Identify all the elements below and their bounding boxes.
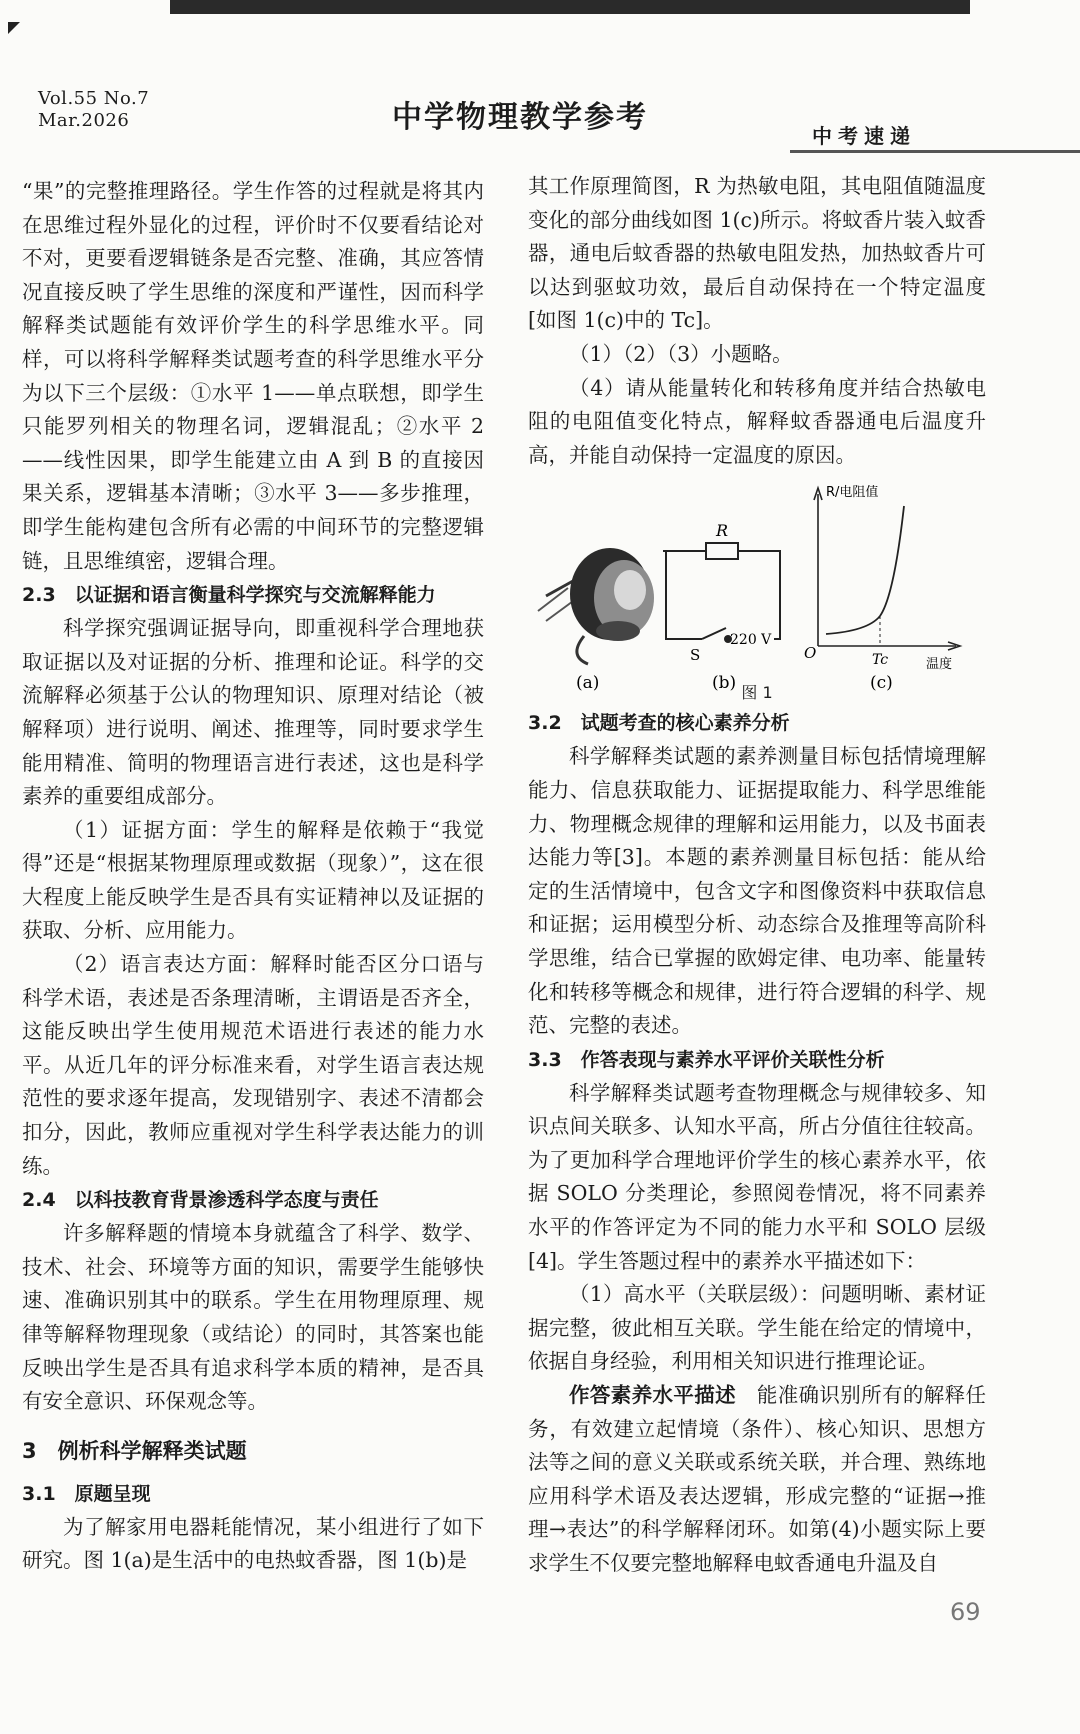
resistance-temperature-graph	[814, 488, 960, 650]
figure-label-a: (a)	[576, 673, 600, 694]
figure-1	[528, 476, 986, 706]
paragraph: 科学探究强调证据导向，即重视科学合理地获取证据以及对证据的分析、推理和论证。科学的交流解释必须基于公认的物理知识、原理对结论（被解释项）进行说明、阐述、推理等，同时要求学生能用精准、简明的物理语言进行表述，这也是科学素养的重要组成部分。	[22, 616, 484, 809]
section-heading: 3.2 试题考查的核心素养分析	[528, 712, 790, 735]
section-heading: 2.3 以证据和语言衡量科学探究与交流解释能力	[22, 584, 436, 607]
section-heading: 2.4 以科技教育背景渗透科学态度与责任	[22, 1189, 379, 1212]
paragraph: 为了解家用电器耗能情况，某小组进行了如下研究。图 1(a)是生活中的电热蚊香器，图 1(b)是	[22, 1514, 484, 1573]
figure-label-c: (c)	[870, 673, 893, 694]
origin-label: O	[804, 644, 817, 663]
figure-caption: 图 1	[741, 683, 773, 703]
paragraph-lead: 作答素养水平描述	[569, 1383, 736, 1408]
paragraph: （1）高水平（关联层级）：问题明晰、素材证据完整，彼此相互关联。学生能在给定的情境中，依据自身经验，利用相关知识进行推理论证。	[528, 1282, 986, 1374]
switch-label: S	[690, 646, 701, 665]
paragraph: （1）（2）（3）小题略。	[569, 341, 793, 366]
section-heading: 3.3 作答表现与素养水平评价关联性分析	[528, 1048, 885, 1071]
journal-title: 中学物理教学参考	[392, 100, 648, 135]
chapter-heading: 3 例析科学解释类试题	[22, 1438, 247, 1463]
figure-1-graphic	[528, 476, 986, 706]
mosquito-repeller-photo	[538, 548, 654, 664]
x-axis-label: 温度	[926, 657, 953, 673]
section-heading: 3.1 原题呈现	[22, 1482, 151, 1505]
paragraph-text: 能准确识别所有的解释任务，有效建立起情境（条件）、核心知识、思想方法等之间的意义关联或系统关联，并合理、熟练地应用科学术语及表达逻辑，形成完整的“证据→推理→表达”的科学解释闭环。如第(4)小题实际上要求学生不仅要完整地解释电蚊香通电升温及自	[528, 1383, 987, 1575]
right-column-bottom-text	[528, 706, 986, 1580]
resistor-label: R	[716, 521, 729, 541]
volume-number: Vol.55 No.7	[38, 88, 150, 109]
paragraph: 科学解释类试题的素养测量目标包括情境理解能力、信息获取能力、证据提取能力、科学思维能力、物理概念规律的理解和运用能力，以及书面表达能力等[3]。本题的素养测量目标包括：能从给定的生活情境中，包含文字和图像资料中获取信息和证据；运用模型分析、动态综合及推理等高阶科学思维，结合已掌握的欧姆定律、电功率、能量转化和转移等概念和规律，进行符合逻辑的科学、规范、完整的表述。	[528, 744, 986, 1038]
right-column-top-text	[528, 170, 986, 472]
paragraph: （4）请从能量转化和转移角度并结合热敏电阻的电阻值变化特点，解释蚊香器通电后温度升高，并能自动保持一定温度的原因。	[528, 375, 986, 467]
paragraph: 许多解释题的情境本身就蕴含了科学、数学、技术、社会、环境等方面的知识，需要学生能够快速、准确识别其中的联系。学生在用物理原理、规律等解释物理现象（或结论）的同时，其答案也能反映出学生是否具有追求科学本质的精神，是否具有安全意识、环保观念等。	[22, 1221, 484, 1414]
resistance-curve	[826, 506, 904, 634]
circuit-diagram	[663, 543, 780, 642]
page-number: 69	[950, 1598, 981, 1626]
issue-date: Mar.2026	[38, 110, 130, 131]
paragraph: （1）证据方面：学生的解释是依赖于“我觉得”还是“根据某物理原理或数据（现象）”，这在很大程度上能反映学生是否具有实证精神以及证据的获取、分析、应用能力。	[22, 817, 484, 943]
paragraph: 其工作原理简图，R 为热敏电阻，其电阻值随温度变化的部分曲线如图 1(c)所示。将蚊香片装入蚊香器，通电后蚊香器的热敏电阻发热，加热蚊香片可以达到驱蚊功效，最后自动保持在一个特定温度[如图 1(c)中的 Tc]。	[528, 174, 986, 333]
journal-issue-info	[38, 88, 149, 132]
corner-mark	[8, 22, 20, 34]
voltage-label: 220 V	[730, 632, 772, 649]
paragraph: 科学解释类试题考查物理概念与规律较多、知识点间关联多、认知水平高，所占分值往往较高。为了更加科学合理地评价学生的核心素养水平，依据 SOLO 分类理论，参照阅卷情况，将不同素养水平的作答评定为不同的能力水平和 SOLO 层级[4]。学生答题过程中的素养水平描述如下：	[528, 1080, 986, 1273]
left-column	[22, 175, 484, 1578]
figure-label-b: (b)	[712, 673, 737, 694]
tc-label: Tc	[872, 652, 889, 669]
y-axis-label: R/电阻值	[826, 485, 879, 501]
right-column	[528, 170, 986, 1581]
paragraph	[528, 1379, 986, 1581]
page-top-bar	[170, 0, 970, 14]
paragraph: （2）语言表达方面：解释时能否区分口语与科学术语，表述是否条理清晰，主谓语是否齐全，这能反映出学生使用规范术语进行表述的能力水平。从近几年的评分标准来看，对学生语言表达规范性的要求逐年提高，发现错别字、表述不清都会扣分，因此，教师应重视对学生科学表达能力的训练。	[22, 952, 484, 1178]
header-rule	[790, 150, 1080, 153]
section-title: 中考速递	[812, 124, 916, 148]
paragraph: “果”的完整推理路径。学生作答的过程就是将其内在思维过程外显化的过程，评价时不仅要看结论对不对，更要看逻辑链条是否完整、准确，其应答情况直接反映了学生思维的深度和严谨性，因而科学解释类试题能有效评价学生的科学思维水平。同样，可以将科学解释类试题考查的科学思维水平分为以下三个层级：①水平 1——单点联想，即学生只能罗列相关的物理名词，逻辑混乱；②水平 2——线性因果，即学生能建立由 A 到 B 的直接因果关系，逻辑基本清晰；③水平 3——多步推理，即学生能构建包含所有必需的中间环节的完整逻辑链，且思维缜密，逻辑合理。	[22, 179, 484, 573]
